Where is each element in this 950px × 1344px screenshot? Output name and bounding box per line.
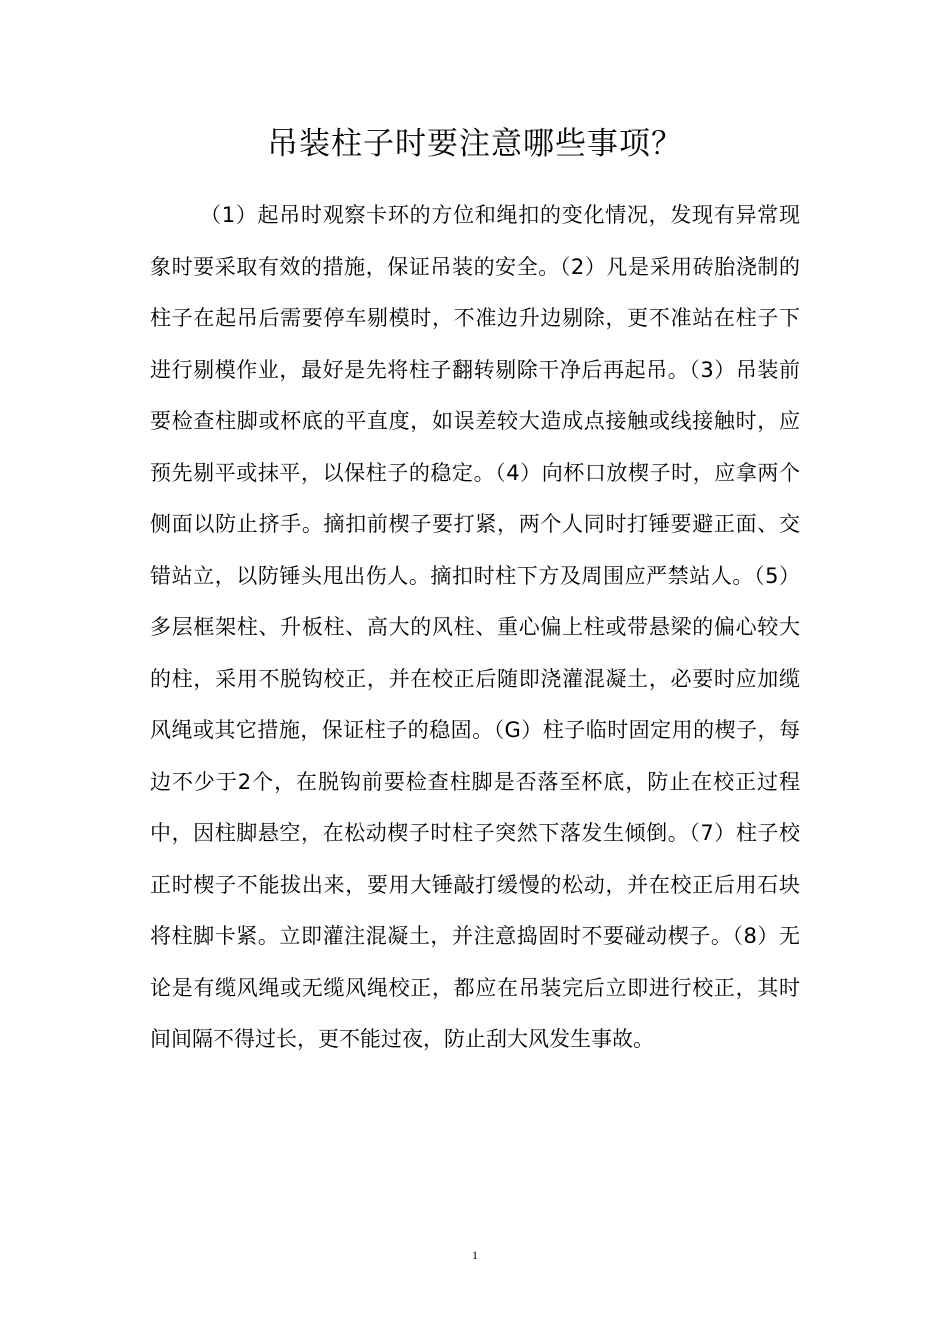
page-title: 吊装柱子时要注意哪些事项？ xyxy=(267,126,683,162)
page-number: 1 xyxy=(472,1248,478,1262)
body-paragraph: （1）起吊时观察卡环的方位和绳扣的变化情况，发现有异常现象时要采取有效的措施，保证吊装的安全。（2）凡是采用砖胎浇制的柱子在起吊后需要停车剔模时，不准边升边剔除，更不准站在柱子下进行剔模作业，最好是先将柱子翻转剔除干净后再起吊。（3）吊装前要检查柱脚或杯底的平直度，如误差较大造成点接触或线接触时，应预先剔平或抹平，以保柱子的稳定。（4）向杯口放楔子时，应拿两个侧面以防止挤手。摘扣前楔子要打紧，两个人同时打锤要避正面、交错站立，以防锤头甩出伤人。摘扣时柱下方及周围应严禁站人。（5）多层框架柱、升板柱、高大的风柱、重心偏上柱或带悬梁的偏心较大的柱，采用不脱钩校正，并在校正后随即浇灌混凝土，必要时应加缆风绳或其它措施，保证柱子的稳固。（G）柱子临时固定用的楔子，每边不少于2个，在脱钩前要检查柱脚是否落至杯底，防止在校正过程中，因柱脚悬空，在松动楔子时柱子突然下落发生倾倒。（7）柱子校正时楔子不能拔出来，要用大锤敲打缓慢的松动，并在校正后用石块将柱脚卡紧。立即灌注混凝土，并注意捣固时不要碰动楔子。（8）无论是有缆风绳或无缆风绳校正，都应在吊装完后立即进行校正，其时间间隔不得过长，更不能过夜，防止刮大风发生事故。 xyxy=(150,203,800,1051)
